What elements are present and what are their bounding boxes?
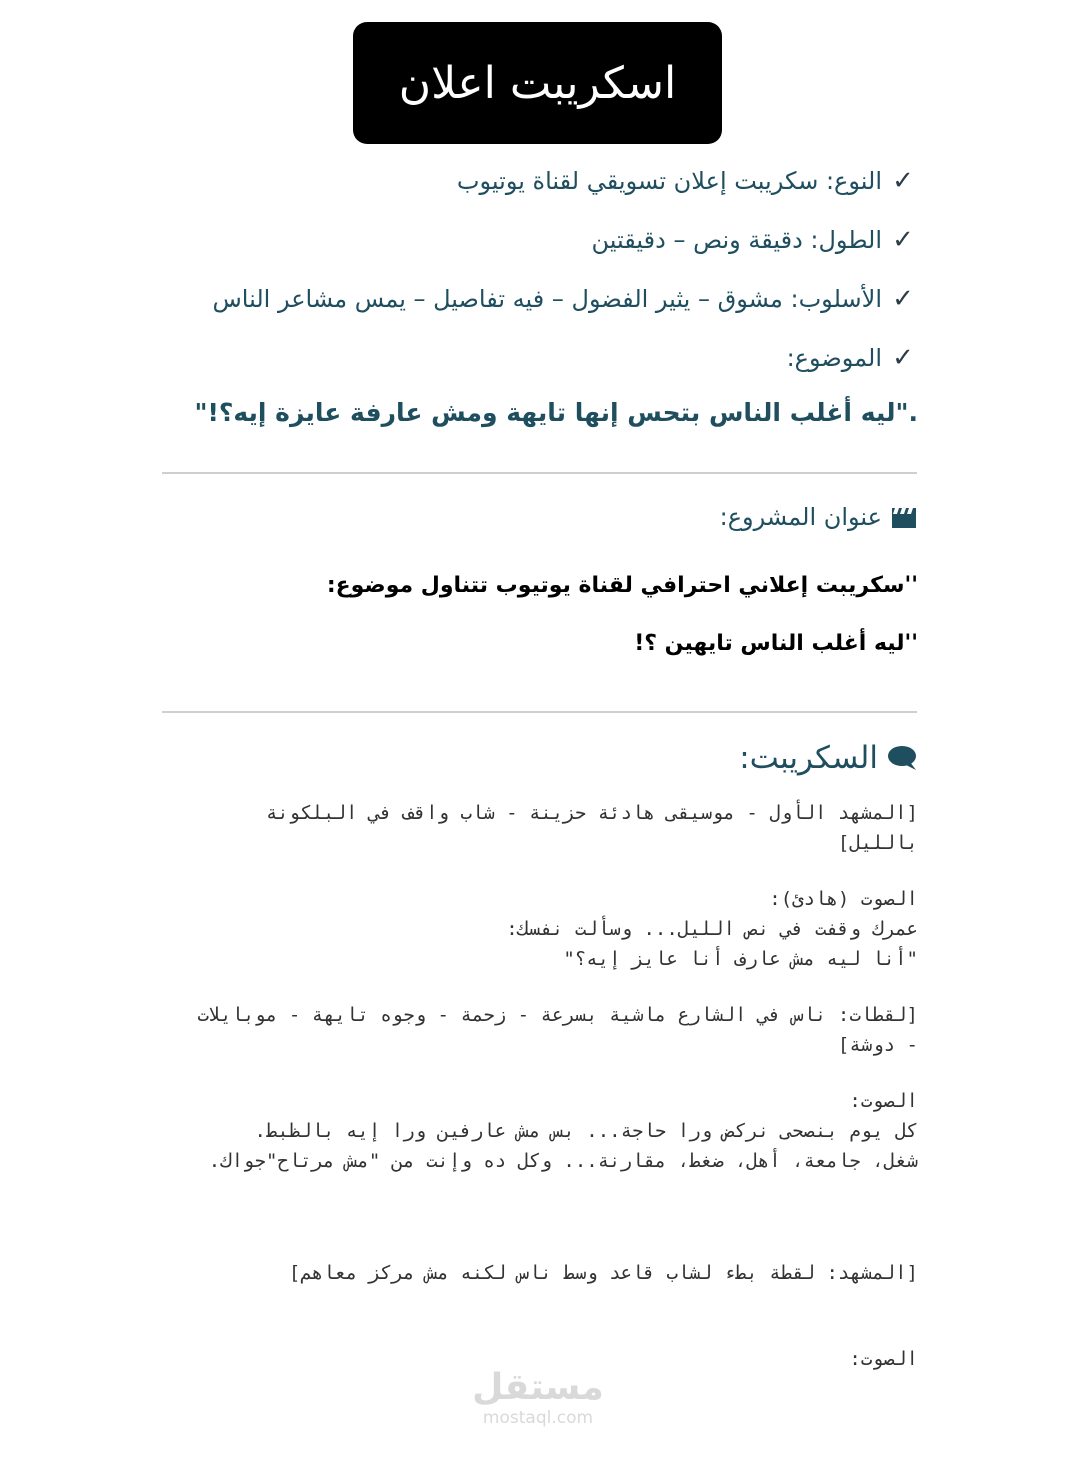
script-voice-3: الصوت: xyxy=(849,1348,918,1370)
page-title: اسكريبت اعلان xyxy=(353,22,722,144)
divider xyxy=(162,711,917,713)
meta-topic-text: الموضوع: xyxy=(786,344,882,372)
project-line-2: ''ليه أغلب الناس تايهين ؟! xyxy=(634,631,918,656)
watermark-url: mostaql.com xyxy=(482,1408,594,1428)
project-heading-text: عنوان المشروع: xyxy=(719,503,882,531)
topic-quote: ."ليه أغلب الناس بتحس إنها تايهة ومش عارفة عايزة إيه؟!" xyxy=(194,398,918,427)
check-icon: ✓ xyxy=(892,343,914,373)
script-scene-1: [المشهد الأول - موسيقى هادئة حزينة - شاب واقف في البلكونة بالليل] xyxy=(254,802,918,854)
speech-bubble-icon xyxy=(886,744,918,772)
script-voice-1: الصوت (هادئ): عمرك وقفت في نص الليل... وسألت نفسك: "أنا ليه مش عارف أنا عايز إيه؟" xyxy=(506,888,918,970)
check-icon: ✓ xyxy=(892,225,914,255)
check-icon: ✓ xyxy=(892,284,914,314)
meta-style-line xyxy=(212,284,918,314)
watermark xyxy=(463,1368,613,1428)
meta-length-line xyxy=(592,225,918,255)
script-heading-text: السكريبت: xyxy=(739,740,878,776)
project-heading xyxy=(720,503,918,531)
watermark-logo: مستقل xyxy=(472,1367,604,1408)
meta-length-text: الطول: دقيقة ونص – دقيقتين xyxy=(591,226,882,254)
divider xyxy=(162,472,917,474)
meta-topic-line xyxy=(787,343,918,373)
meta-style-text: الأسلوب: مشوق – يثير الفضول – فيه تفاصيل – يمس مشاعر الناس xyxy=(212,285,882,313)
script-heading xyxy=(739,740,918,776)
project-line-1: ''سكريبت إعلاني احترافي لقناة يوتيوب تتناول موضوع: xyxy=(326,573,918,598)
script-voice-2: الصوت: كل يوم بنصحى نركض ورا حاجة... بس مش عارفين ورا إيه بالظبط. شغل، جامعة، أهل، ضغط، مقارنة... وكل ده وإنت من "مش مرتاح"جواك. xyxy=(208,1090,918,1172)
script-scene-3: [المشهد: لقطة بطء لشاب قاعد وسط ناس لكنه مش مركز معاهم] xyxy=(288,1262,918,1284)
script-scene-2: [لقطات: ناس في الشارع ماشية بسرعة - زحمة - وجوه تايهة - موبايلات - دوشة] xyxy=(185,1004,918,1056)
meta-type-line xyxy=(457,166,918,196)
meta-type-text: النوع: سكريبت إعلان تسويقي لقناة يوتيوب xyxy=(456,167,882,195)
clapperboard-icon xyxy=(890,505,918,529)
check-icon: ✓ xyxy=(892,166,914,196)
